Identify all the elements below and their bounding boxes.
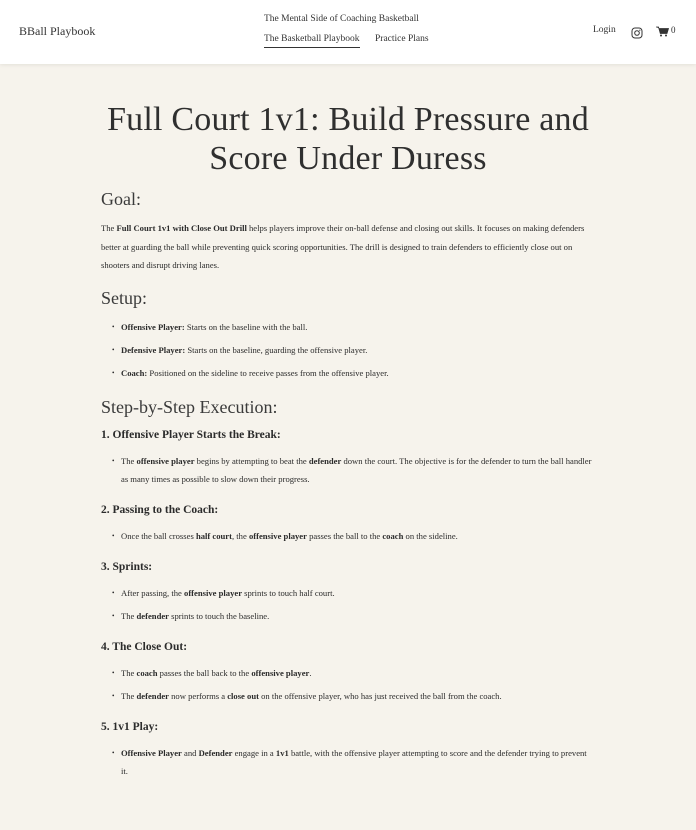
list-item: • Defensive Player: Starts on the baseline, guarding the offensive player. — [101, 341, 595, 359]
login-link[interactable]: Login — [593, 25, 616, 35]
list-item: • Offensive Player and Defender engage in a 1v1 battle, with the offensive player attempting to score and the defender trying to prevent it. — [101, 744, 595, 780]
list-item: • Offensive Player: Starts on the baseline with the ball. — [101, 318, 595, 336]
list-item: • The coach passes the ball back to the offensive player. — [101, 664, 595, 682]
setup-list — [101, 318, 595, 382]
step3-list — [101, 584, 595, 625]
goal-heading: Goal: — [101, 189, 141, 209]
step5-list — [101, 744, 595, 780]
step2-list — [101, 527, 595, 545]
goal-paragraph: The Full Court 1v1 with Close Out Drill helps players improve their on-ball defense and closing out skills. It focuses on making defenders better at guarding the ball while preventing quick scoring opportunities. The drill is designed to train defenders to efficiently close out on shooters and disrupt driving lanes. — [101, 223, 585, 270]
cart-icon — [656, 26, 669, 37]
list-item: • After passing, the offensive player sprints to touch half court. — [101, 584, 595, 602]
step5-heading: 5. 1v1 Play: — [101, 720, 159, 733]
list-item: • The defender sprints to touch the baseline. — [101, 607, 595, 625]
instagram-icon[interactable] — [631, 26, 643, 38]
site-logo[interactable]: BBall Playbook — [19, 24, 96, 38]
cart-count: 0 — [671, 25, 676, 35]
step4-list — [101, 664, 595, 705]
step1-heading: 1. Offensive Player Starts the Break: — [101, 428, 281, 441]
nav-link-mental-side[interactable]: The Mental Side of Coaching Basketball — [264, 14, 419, 24]
list-item: • Once the ball crosses half court, the offensive player passes the ball to the coach on the sideline. — [101, 527, 595, 545]
cart-button[interactable] — [656, 25, 678, 37]
nav-link-practice-plans[interactable]: Practice Plans — [375, 34, 429, 44]
step4-heading: 4. The Close Out: — [101, 640, 188, 653]
article-title: Full Court 1v1: Build Pressure and Score Under Duress — [107, 101, 589, 177]
list-item: • Coach: Positioned on the sideline to receive passes from the offensive player. — [101, 364, 595, 382]
list-item: • The offensive player begins by attempting to beat the defender down the court. The objective is for the defender to turn the ball handler as many times as possible to slow down their progress. — [101, 452, 595, 488]
step2-heading: 2. Passing to the Coach: — [101, 503, 219, 516]
nav-link-basketball-playbook[interactable]: The Basketball Playbook — [264, 34, 360, 48]
step1-list — [101, 452, 595, 488]
list-item: • The defender now performs a close out on the offensive player, who has just received the ball from the coach. — [101, 687, 595, 705]
setup-heading: Setup: — [101, 287, 148, 308]
site-header — [0, 0, 696, 64]
step3-heading: 3. Sprints: — [101, 560, 153, 573]
article-body — [101, 100, 595, 794]
execution-heading: Step-by-Step Execution: — [101, 396, 278, 417]
